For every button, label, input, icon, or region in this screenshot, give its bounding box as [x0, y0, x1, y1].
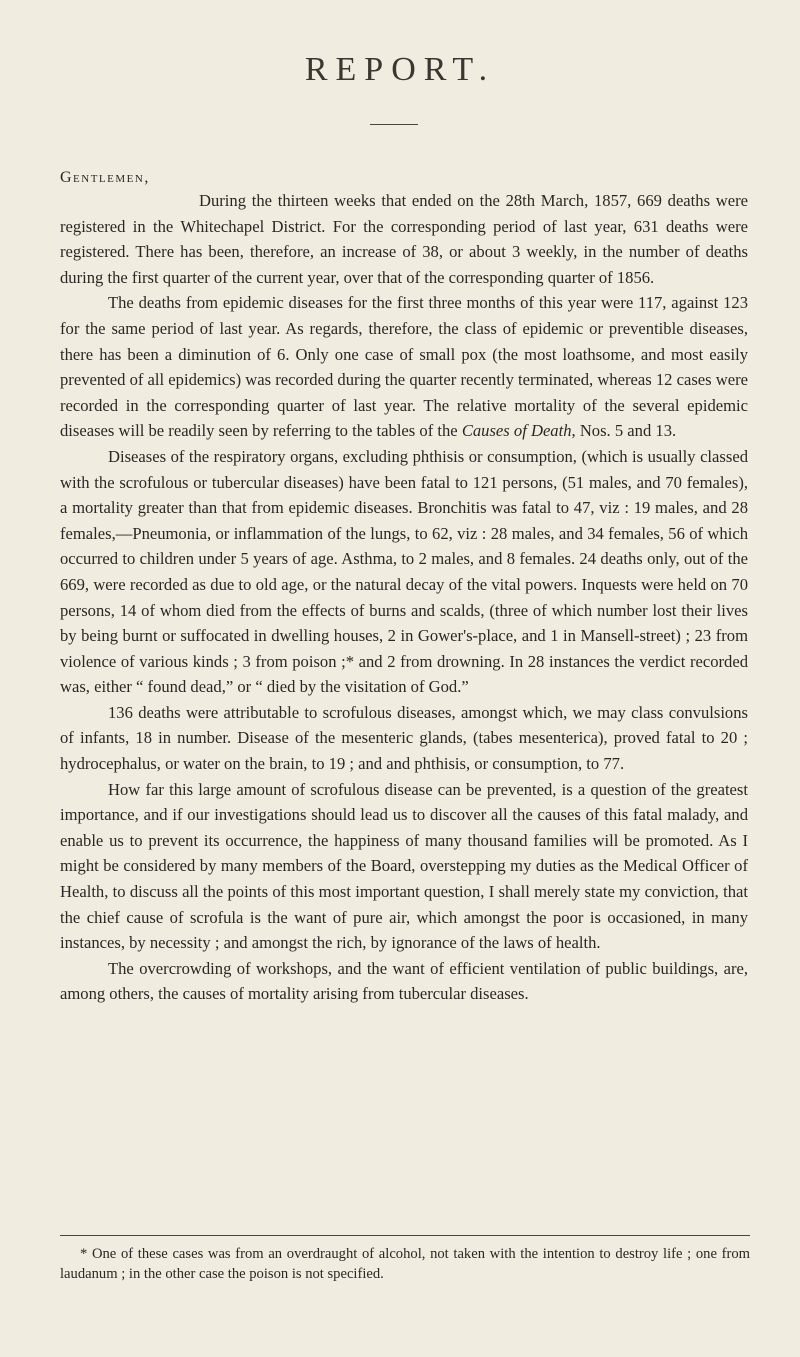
footnote: [60, 1244, 750, 1284]
paragraph-scrofulous-diseases: 136 deaths were attributable to scrofulous diseases, amongst which, we may class convulsions of infants, 18 in number. Disease of the mesenteric glands, (tabes mesenterica), proved fatal to 20 ; hydrocephalus, or water on the brain, to 19 ; and and phthisis, or consumption, to 77.: [60, 702, 748, 774]
paragraph-text: The deaths from epidemic diseases for the first three months of this year were 117, against 123 for the same period of last year. As regards, therefore, the class of epidemic or preventible diseases, there has been a diminution of 6. Only one case of small pox (the most loathsome, and most easily prevented of all epidemics) was recorded during the quarter recently terminated, whereas 12 cases were recorded in the corresponding quarter of last year. The relative mortality of the several epidemic diseases will be readily seen by referring to the tables of the: [60, 293, 748, 441]
paragraph-prevention: How far this large amount of scrofulous disease can be prevented, is a question of the greatest importance, and if our investigations should lead us to discover all the causes of this fatal malady, and enable us to prevent its occurrence, the happiness of many thousand families will be promoted. As I might be considered by many members of the Board, overstepping my duties as the Medical Officer of Health, to discuss all the points of this most important question, I shall merely state my conviction, that the chief cause of scrofula is the want of pure air, which amongst the poor is occasioned, in many instances, by necessity ; and amongst the rich, by ignorance of the laws of health.: [60, 779, 748, 953]
paragraph-respiratory-diseases: Diseases of the respiratory organs, excluding phthisis or consumption, (which is usually classed with the scrofulous or tubercular diseases) have been fatal to 121 persons, (51 males, and 70 females), a mortality greater than that from epidemic diseases. Bronchitis was fatal to 47, viz : 19 males, and 28 females,—Pneumonia, or inflammation of the lungs, to 62, viz : 28 males, and 34 females, 56 of which occurred to children under 5 years of age. Asthma, to 2 males, and 8 females. 24 deaths only, out of the 669, were recorded as due to old age, or the natural decay of the vital powers. Inquests were held on 70 persons, 14 of whom died from the effects of burns and scalds, (three of which number lost their lives by being burnt or suffocated in dwelling houses, 2 in Gower's-place, and 1 in Mansell-street) ; 23 from violence of various kinds ; 3 from poison ;* and 2 from drowning. In 28 instances the verdict recorded was, either “ found dead,” or “ died by the visitation of God.”: [60, 446, 748, 697]
paragraph-epidemic-diseases: [60, 290, 748, 444]
paragraph-text-end: , Nos. 5 and 13.: [571, 421, 677, 441]
report-title: REPORT.: [304, 50, 496, 88]
paragraph-deaths-registered: During the thirteen weeks that ended on the 28th March, 1857, 669 deaths were registered in the Whitechapel District. For the corresponding period of last year, 631 deaths were registered. There has been, therefore, an increase of 38, or about 3 weekly, in the number of deaths during the first quarter of the current year, over that of the corresponding quarter of 1856.: [60, 191, 748, 287]
footnote-divider: [60, 1235, 750, 1236]
title-divider: [370, 124, 418, 125]
salutation: Gentlemen,: [60, 169, 150, 186]
causes-of-death-reference: Causes of Death: [461, 421, 572, 441]
paragraph-overcrowding: The overcrowding of workshops, and the want of efficient ventilation of public buildings, are, among others, the causes of mortality arising from tubercular diseases.: [60, 958, 748, 1004]
footnote-text: * One of these cases was from an overdraught of alcohol, not taken with the intention to destroy life ; one from laudanum ; in the other case the poison is not specified.: [60, 1246, 750, 1282]
report-body: [60, 188, 748, 1007]
